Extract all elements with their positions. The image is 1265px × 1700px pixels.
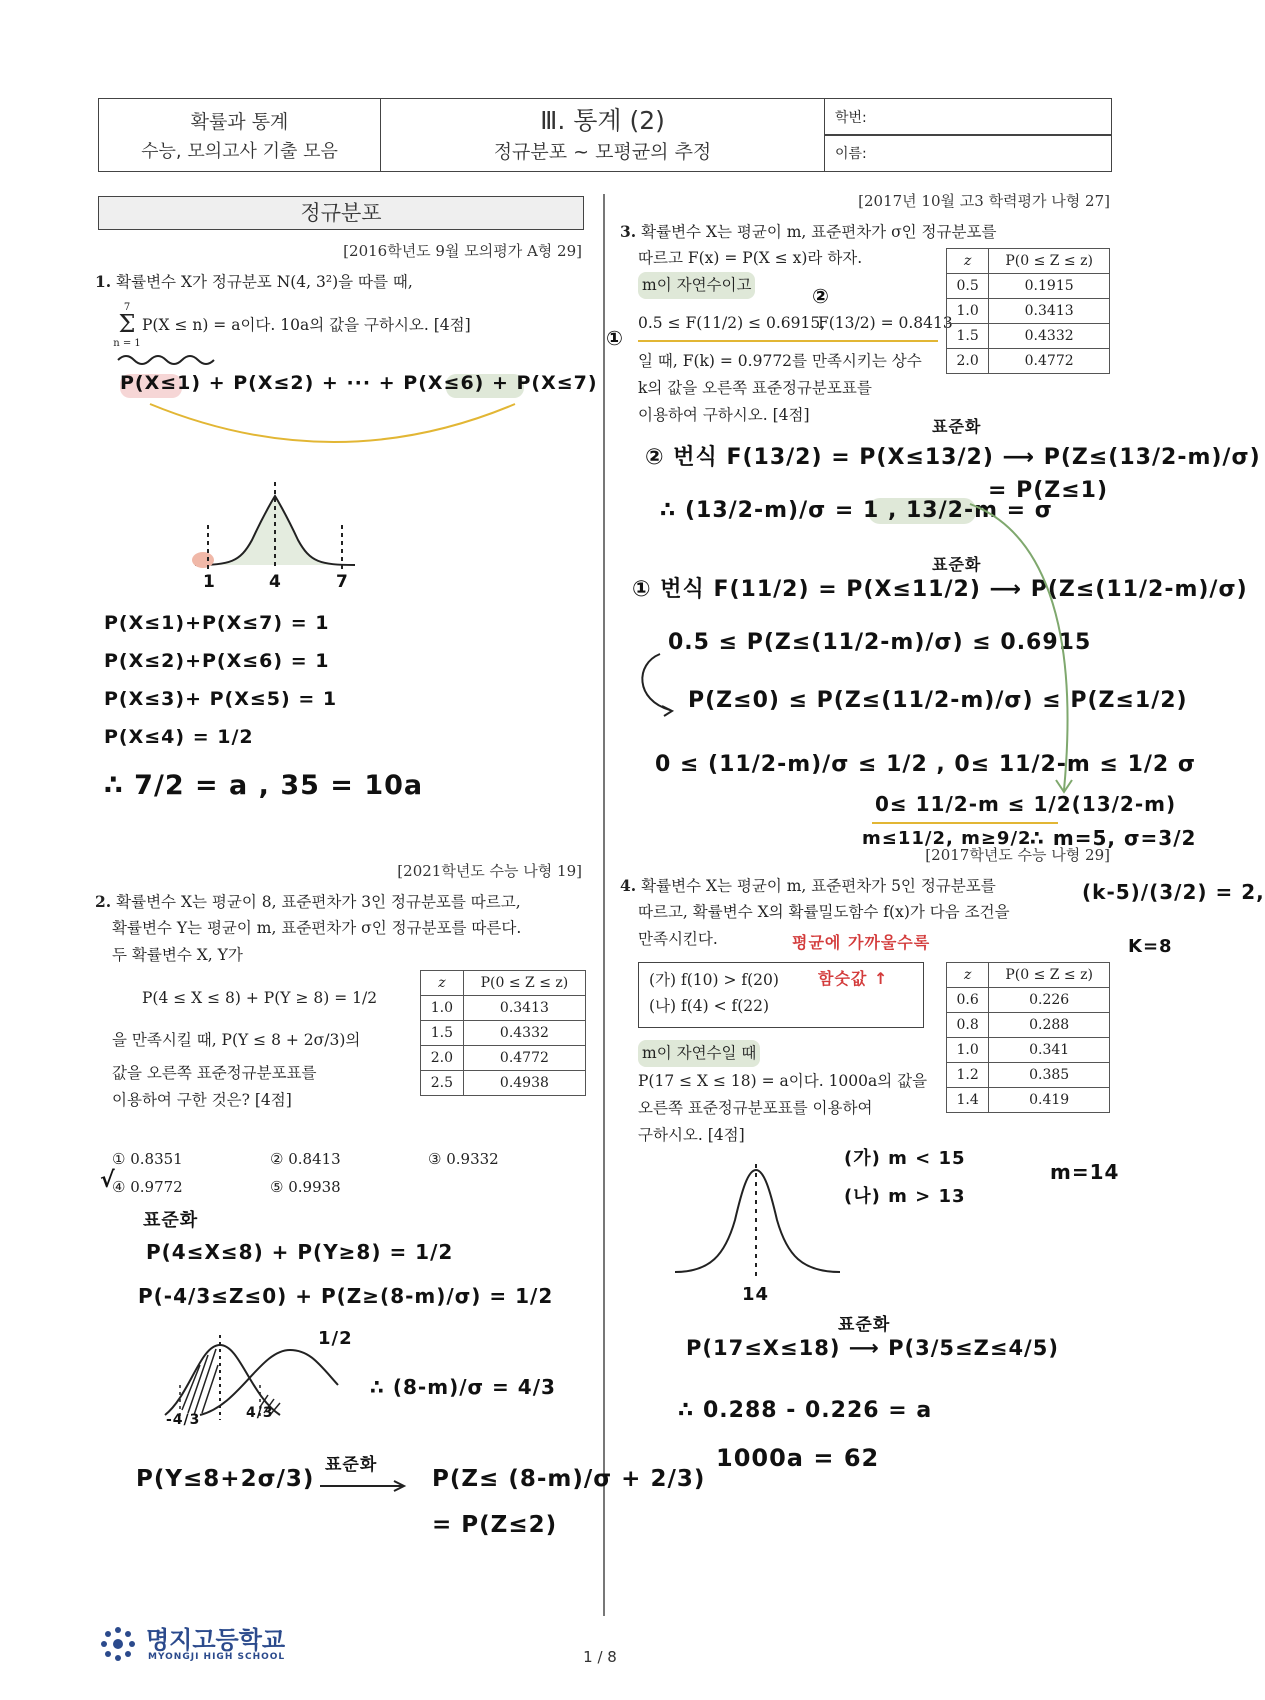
q3-hand-l4: ① 번식 F(11/2) = P(X≤11/2) ⟶ P(Z≤(11/2-m)/σ) (632, 577, 1248, 602)
header-subject: 확률과 통계 (190, 111, 289, 133)
q3-curl-arrow (630, 650, 680, 720)
table-row (947, 1038, 1110, 1063)
q1-axis-1: 1 (203, 572, 216, 592)
header-divider (825, 134, 1111, 136)
q3-hand-l9: m≤11/2, m≥9/2 (862, 828, 1032, 849)
q2-condition: P(4 ≤ X ≤ 8) + P(Y ≥ 8) = 1/2 (142, 989, 378, 1007)
q3-hand-l5: 0.5 ≤ P(Z≤(11/2-m)/σ) ≤ 0.6915 (668, 630, 1092, 655)
q1-number: 1. (95, 272, 112, 291)
header-subject-cell (99, 99, 381, 171)
q2-choice-3[interactable]: ③ 0.9332 (428, 1150, 499, 1168)
q2-choice-5[interactable]: ⑤ 0.9938 (270, 1178, 341, 1196)
q3-line5: k의 값을 오른쪽 표준정규분포표를 (638, 379, 872, 397)
q4-line1-row (620, 872, 1080, 900)
q1-hand-eq4: P(X≤4) = 1/2 (104, 726, 254, 748)
header-table (98, 98, 1112, 172)
q4-hand-l1: P(17≤X≤18) ⟶ P(3/5≤Z≤4/5) (686, 1336, 1059, 1360)
q4-hand-k1: (k-5)/(3/2) = 2, (1082, 880, 1265, 904)
q4-note-red1: 평균에 가까울수록 (792, 933, 931, 952)
q2-choice-1[interactable]: ① 0.8351 (112, 1150, 183, 1168)
student-id-field[interactable]: 학번: (835, 110, 867, 126)
q1-source: [2016학년도 9월 모의평가 A형 29] (343, 242, 582, 260)
q3-hand-std-label: 표준화 (932, 417, 982, 436)
q4-number: 4. (620, 876, 637, 895)
header-collection: 수능, 모의고사 기출 모음 (141, 141, 338, 162)
header-chapter-cell (381, 99, 825, 171)
q4-cond-b: (나) f(4) < f(22) (649, 997, 770, 1015)
table-row (947, 1063, 1110, 1088)
table-row (947, 324, 1110, 349)
table-cell: 1.5 (947, 324, 989, 349)
q2-hand-arrow-label: 표준화 (325, 1455, 378, 1475)
q1-axis-4: 4 (269, 572, 282, 592)
table-cell: 0.288 (989, 1013, 1110, 1038)
q2-line5: 값을 오른쪽 표준정규분포표를 (112, 1064, 317, 1082)
q3-cond2: F(13/2) = 0.8413 (818, 314, 953, 332)
q2-choice-2[interactable]: ② 0.8413 (270, 1150, 341, 1168)
q3-hand-l7: 0 ≤ (11/2-m)/σ ≤ 1/2 , 0≤ 11/2-m ≤ 1/2 σ (655, 752, 1197, 777)
table-cell: 2.0 (421, 1046, 464, 1071)
q4-hand-m: m=14 (1050, 1160, 1120, 1184)
table-cell: 0.419 (989, 1088, 1110, 1113)
table-row (947, 299, 1110, 324)
table-cell: 1.0 (947, 1038, 989, 1063)
table-cell: 1.0 (421, 996, 464, 1021)
table-cell: 0.3413 (989, 299, 1110, 324)
table-cell: 0.5 (947, 274, 989, 299)
q1-sigma: Σ (118, 310, 136, 338)
q2-line6: 이용하여 구한 것은? [4점] (112, 1091, 292, 1109)
q4-source: [2017학년도 수능 나형 29] (925, 846, 1110, 864)
header-student-cell (825, 99, 1111, 171)
q1-axis-7: 7 (336, 572, 349, 592)
q1-sigma-top: 7 (123, 302, 131, 313)
q2-hand-half: 1/2 (318, 1328, 353, 1349)
q2-table-head-z: z (421, 971, 464, 996)
q4-table-head-p: P(0 ≤ Z ≤ z) (989, 963, 1110, 988)
column-divider (603, 194, 605, 1616)
table-row (947, 1088, 1110, 1113)
q2-hand-ratio: ∴ (8-m)/σ = 4/3 (370, 1375, 556, 1399)
q2-line3: 두 확률변수 X, Y가 (112, 946, 243, 964)
q3-hand-l10: ∴ m=5, σ=3/2 (1030, 826, 1197, 850)
q3-hand-l1: ② 번식 F(13/2) = P(X≤13/2) ⟶ P(Z≤(13/2-m)/σ) (645, 445, 1261, 470)
q3-line1: 확률변수 X는 평균이 m, 표준편차가 σ인 정규분포를 (641, 223, 997, 241)
q3-hand-l3: ∴ (13/2-m)/σ = 1 , 13/2-m = σ (660, 498, 1053, 523)
q1-wavy-underline (116, 350, 216, 366)
q2-line2: 확률변수 Y는 평균이 m, 표준편차가 σ인 정규분포를 따른다. (112, 919, 522, 937)
school-name-kr: 명지고등학교 (146, 1626, 286, 1654)
q1-normal-curve (190, 470, 360, 580)
table-cell: 1.2 (947, 1063, 989, 1088)
q4-hand-l3: 1000a = 62 (716, 1444, 880, 1472)
q1-sigma-bottom: n = 1 (113, 338, 141, 349)
header-chapter: Ⅲ. 통계 (2) (540, 106, 665, 135)
q4-hand-na: (나) m > 13 (844, 1186, 966, 1207)
table-cell: 2.0 (947, 349, 989, 374)
table-row (947, 349, 1110, 374)
table-cell: 0.8 (947, 1013, 989, 1038)
table-cell: 0.4772 (463, 1046, 585, 1071)
q1-pairing-arc (145, 400, 525, 450)
q1-hand-sum: P(X≤1) + P(X≤2) + ··· + P(X≤6) + P(X≤7) (120, 372, 598, 394)
q4-z-table (946, 962, 1110, 1113)
q1-text-1: 확률변수 X가 정규분포 N(4, 3²)을 따를 때, (116, 273, 413, 291)
q4-normal-curve (670, 1160, 850, 1280)
q4-line1: 확률변수 X는 평균이 m, 표준편차가 5인 정규분포를 (641, 877, 996, 895)
table-cell: 0.385 (989, 1063, 1110, 1088)
q3-hand-mark2: ② (812, 284, 830, 308)
q4-hand-std-label: 표준화 (838, 1315, 891, 1335)
table-row (421, 1021, 586, 1046)
table-row (947, 274, 1110, 299)
table-row (421, 996, 586, 1021)
q1-hand-eq3: P(X≤3)+ P(X≤5) = 1 (104, 688, 338, 710)
q3-source: [2017년 10월 고3 학력평가 나형 27] (858, 192, 1110, 210)
q3-hand-mark1: ① (606, 326, 624, 350)
q2-hand-minus43: -4/3 (166, 1412, 201, 1428)
q4-line5: P(17 ≤ X ≤ 18) = a이다. 1000a의 값을 (638, 1072, 928, 1090)
section-title: 정규분포 (98, 196, 584, 230)
table-cell: 0.1915 (989, 274, 1110, 299)
q3-line3: m이 자연수이고 (638, 272, 755, 299)
q3-line1-row (620, 218, 1120, 246)
q3-number: 3. (620, 222, 637, 241)
q3-table-head-z: z (947, 249, 989, 274)
q2-arrow (318, 1478, 408, 1494)
q4-cond-a: (가) f(10) > f(20) (649, 971, 779, 989)
q1-hand-eq1: P(X≤1)+P(X≤7) = 1 (104, 612, 330, 634)
q3-hand-l2: = P(Z≤1) (988, 478, 1109, 503)
q4-hand-ga: (가) m < 15 (844, 1148, 966, 1169)
q2-line4: 을 만족시킬 때, P(Y ≤ 8 + 2σ/3)의 (112, 1031, 361, 1049)
q4-line2: 따르고, 확률변수 X의 확률밀도함수 f(x)가 다음 조건을 (638, 903, 1010, 921)
q3-table-head-p: P(0 ≤ Z ≤ z) (989, 249, 1110, 274)
q1-line1 (95, 268, 595, 296)
q4-line3: 만족시킨다. (638, 930, 718, 948)
q2-hand-title: 표준화 (143, 1210, 199, 1231)
table-cell: 0.4332 (989, 324, 1110, 349)
q4-line6: 오른쪽 표준정규분포표를 이용하여 (638, 1099, 873, 1117)
q2-hand-l2: P(-4/3≤Z≤0) + P(Z≥(8-m)/σ) = 1/2 (138, 1284, 554, 1308)
q4-table-head-z: z (947, 963, 989, 988)
table-row (421, 1071, 586, 1096)
q1-hand-answer: ∴ 7/2 = a , 35 = 10a (104, 770, 424, 801)
q4-line7: 구하시오. [4점] (638, 1126, 745, 1144)
table-cell: 1.4 (947, 1088, 989, 1113)
q4-hand-14: 14 (742, 1284, 770, 1305)
name-field[interactable]: 이름: (835, 146, 867, 162)
q1-hand-eq2: P(X≤2)+P(X≤6) = 1 (104, 650, 330, 672)
table-cell: 0.4772 (989, 349, 1110, 374)
q3-cond-underline (638, 340, 938, 342)
q1-text-2: P(X ≤ n) = a이다. 10a의 값을 구하시오. [4점] (142, 316, 471, 334)
page-number: 1 / 8 (583, 1648, 617, 1666)
header-topic: 정규분포 ~ 모평균의 추정 (493, 141, 712, 163)
q3-hand-l8: 0≤ 11/2-m ≤ 1/2(13/2-m) (875, 792, 1177, 816)
table-cell: 1.0 (947, 299, 989, 324)
q2-number: 2. (95, 892, 112, 911)
q3-line4: 일 때, F(k) = 0.9772를 만족시키는 상수 (638, 352, 922, 370)
q2-line1: 확률변수 X는 평균이 8, 표준편차가 3인 정규분포를 따르고, (116, 893, 521, 911)
q2-hand-l1: P(4≤X≤8) + P(Y≥8) = 1/2 (146, 1240, 454, 1264)
table-cell: 0.4938 (463, 1071, 585, 1096)
q3-underline (872, 822, 1058, 824)
q2-hand-l3: P(Y≤8+2σ/3) (136, 1466, 315, 1492)
table-cell: 0.226 (989, 988, 1110, 1013)
q2-hand-l5: = P(Z≤2) (432, 1512, 558, 1538)
table-cell: 0.3413 (463, 996, 585, 1021)
q4-note-red2: 함숫값 ↑ (818, 969, 889, 988)
q3-hand-l6: P(Z≤0) ≤ P(Z≤(11/2-m)/σ) ≤ P(Z≤1/2) (688, 688, 1188, 713)
q2-hand-43: 4/3 (246, 1405, 274, 1421)
q4-hand-k2: K=8 (1128, 936, 1173, 957)
q3-green-arrow (960, 500, 1100, 800)
table-row (947, 988, 1110, 1013)
q2-hand-l4: P(Z≤ (8-m)/σ + 2/3) (432, 1466, 706, 1492)
table-cell: 0.341 (989, 1038, 1110, 1063)
q2-source: [2021학년도 수능 나형 19] (397, 862, 582, 880)
q3-hand-std-label2: 표준화 (932, 555, 982, 574)
school-name-en: MYONGJI HIGH SCHOOL (148, 1652, 286, 1662)
q2-table-head-p: P(0 ≤ Z ≤ z) (463, 971, 585, 996)
q2-choice-4[interactable]: ④ 0.9772 (112, 1178, 183, 1196)
table-row (947, 1013, 1110, 1038)
table-cell: 1.5 (421, 1021, 464, 1046)
q3-line6: 이용하여 구하시오. [4점] (638, 406, 810, 424)
q4-line4: m이 자연수일 때 (638, 1040, 760, 1067)
q2-check-mark: √ (100, 1168, 116, 1193)
q4-hand-l2: ∴ 0.288 - 0.226 = a (678, 1398, 933, 1423)
table-row (421, 1046, 586, 1071)
school-logo-icon (96, 1622, 140, 1666)
table-cell: 0.4332 (463, 1021, 585, 1046)
q2-z-table (420, 970, 586, 1096)
table-cell: 0.6 (947, 988, 989, 1013)
q2-line1-row (95, 888, 595, 916)
q3-z-table (946, 248, 1110, 374)
q3-cond1: 0.5 ≤ F(11/2) ≤ 0.6915, (638, 314, 826, 332)
q3-line2: 따르고 F(x) = P(X ≤ x)라 하자. (638, 249, 863, 267)
table-cell: 2.5 (421, 1071, 464, 1096)
